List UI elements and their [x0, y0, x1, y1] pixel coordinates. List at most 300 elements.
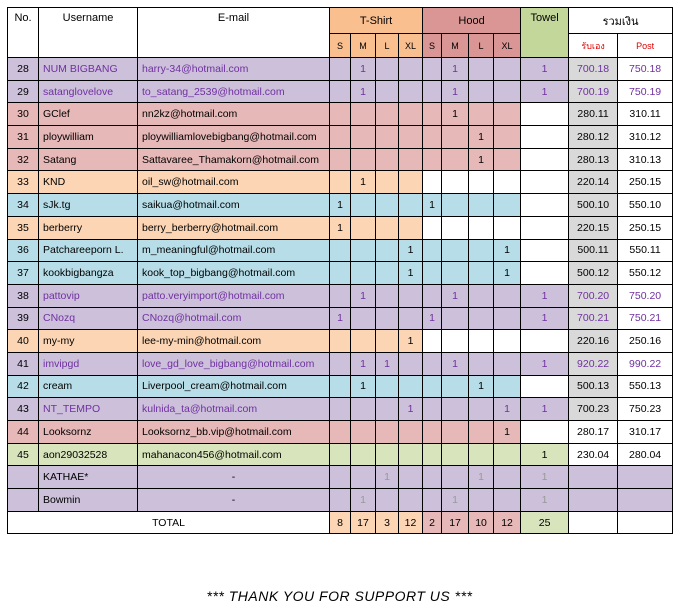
username: satanglovelove — [39, 80, 138, 103]
row-number: 37 — [8, 262, 39, 285]
hood-qty: 1 — [494, 421, 521, 444]
tshirt-size-xl: XL — [399, 34, 423, 58]
table-row[interactable] — [8, 307, 673, 330]
email: love_gd_love_bigbang@hotmail.com — [138, 352, 330, 375]
towel-qty: 1 — [521, 443, 569, 466]
tshirt-qty — [351, 330, 376, 353]
username: kookbigbangza — [39, 262, 138, 285]
hood-qty — [442, 307, 469, 330]
hood-qty — [469, 421, 494, 444]
hood-qty — [423, 398, 442, 421]
tshirt-qty — [376, 80, 399, 103]
row-number: 35 — [8, 216, 39, 239]
table-row[interactable] — [8, 421, 673, 444]
email: harry-34@hotmail.com — [138, 58, 330, 81]
tshirt-qty — [399, 489, 423, 512]
hood-qty — [494, 171, 521, 194]
pickup-amount: 920.22 — [569, 352, 618, 375]
header-tshirt: T-Shirt — [330, 8, 423, 34]
hood-qty — [423, 171, 442, 194]
tshirt-qty — [330, 284, 351, 307]
table-row[interactable] — [8, 171, 673, 194]
table-row[interactable] — [8, 194, 673, 217]
username: NT_TEMPO — [39, 398, 138, 421]
hood-size-s: S — [423, 34, 442, 58]
post-amount — [618, 489, 673, 512]
row-number: 38 — [8, 284, 39, 307]
thank-you-footer: *** THANK YOU FOR SUPPORT US *** — [206, 588, 473, 604]
tshirt-qty — [399, 126, 423, 149]
pickup-amount: 220.15 — [569, 216, 618, 239]
hood-qty — [494, 489, 521, 512]
header-email: E-mail — [138, 8, 330, 58]
tshirt-qty — [330, 398, 351, 421]
hood-qty — [423, 103, 442, 126]
pickup-amount: 500.11 — [569, 239, 618, 262]
hood-qty — [469, 307, 494, 330]
row-number: 33 — [8, 171, 39, 194]
hood-qty — [469, 398, 494, 421]
tshirt-qty — [330, 80, 351, 103]
hood-qty — [442, 239, 469, 262]
hood-qty — [469, 103, 494, 126]
post-amount: 750.20 — [618, 284, 673, 307]
pickup-amount: 280.13 — [569, 148, 618, 171]
post-amount: 750.23 — [618, 398, 673, 421]
username: ploywilliam — [39, 126, 138, 149]
tshirt-qty — [330, 58, 351, 81]
towel-qty — [521, 239, 569, 262]
table-row[interactable] — [8, 443, 673, 466]
table-row[interactable] — [8, 148, 673, 171]
towel-qty — [521, 194, 569, 217]
pickup-amount: 700.21 — [569, 307, 618, 330]
total-tshirt: 8 — [330, 511, 351, 534]
row-number: 41 — [8, 352, 39, 375]
hood-qty — [423, 58, 442, 81]
username: Patchareeporn L. — [39, 239, 138, 262]
towel-qty — [521, 375, 569, 398]
hood-qty: 1 — [469, 466, 494, 489]
hood-qty — [469, 239, 494, 262]
email: - — [138, 489, 330, 512]
row-number: 43 — [8, 398, 39, 421]
hood-qty — [469, 330, 494, 353]
hood-qty — [423, 421, 442, 444]
email: patto.veryimport@hotmail.com — [138, 284, 330, 307]
username: my-my — [39, 330, 138, 353]
email: kook_top_bigbang@hotmail.com — [138, 262, 330, 285]
header-towel: Towel — [521, 8, 569, 58]
post-amount: 310.17 — [618, 421, 673, 444]
tshirt-qty — [376, 375, 399, 398]
hood-qty — [494, 330, 521, 353]
username: pattovip — [39, 284, 138, 307]
username: NUM BIGBANG — [39, 58, 138, 81]
post-amount: 310.12 — [618, 126, 673, 149]
hood-size-l: L — [469, 34, 494, 58]
hood-qty: 1 — [423, 194, 442, 217]
email: kulnida_ta@hotmail.com — [138, 398, 330, 421]
tshirt-qty — [351, 421, 376, 444]
header-username: Username — [39, 8, 138, 58]
hood-qty — [423, 375, 442, 398]
tshirt-qty — [376, 307, 399, 330]
tshirt-qty — [330, 421, 351, 444]
hood-qty — [442, 375, 469, 398]
hood-qty — [494, 216, 521, 239]
tshirt-qty — [399, 421, 423, 444]
hood-qty — [442, 443, 469, 466]
tshirt-qty — [399, 443, 423, 466]
total-hood: 17 — [442, 511, 469, 534]
hood-qty — [469, 171, 494, 194]
tshirt-qty — [399, 148, 423, 171]
tshirt-size-l: L — [376, 34, 399, 58]
table-row[interactable] — [8, 330, 673, 353]
post-amount: 310.11 — [618, 103, 673, 126]
row-number: 30 — [8, 103, 39, 126]
pickup-amount: 500.13 — [569, 375, 618, 398]
hood-size-m: M — [442, 34, 469, 58]
tshirt-qty — [376, 103, 399, 126]
total-tshirt: 17 — [351, 511, 376, 534]
row-number: 32 — [8, 148, 39, 171]
post-amount: 250.15 — [618, 171, 673, 194]
row-number: 40 — [8, 330, 39, 353]
email: to_satang_2539@hotmail.com — [138, 80, 330, 103]
tshirt-qty — [330, 489, 351, 512]
tshirt-qty: 1 — [351, 58, 376, 81]
table-row[interactable] — [8, 58, 673, 81]
username: cream — [39, 375, 138, 398]
tshirt-qty — [351, 126, 376, 149]
tshirt-qty — [376, 398, 399, 421]
towel-qty — [521, 330, 569, 353]
tshirt-qty — [399, 80, 423, 103]
tshirt-qty — [376, 421, 399, 444]
hood-qty — [442, 216, 469, 239]
tshirt-qty: 1 — [351, 284, 376, 307]
username: Bowmin — [39, 489, 138, 512]
hood-qty — [423, 126, 442, 149]
pickup-amount: 230.04 — [569, 443, 618, 466]
email: lee-my-min@hotmail.com — [138, 330, 330, 353]
row-number: 44 — [8, 421, 39, 444]
header-no: No. — [8, 8, 39, 58]
post-amount: 250.16 — [618, 330, 673, 353]
post-amount: 550.10 — [618, 194, 673, 217]
row-number: 45 — [8, 443, 39, 466]
towel-qty: 1 — [521, 58, 569, 81]
pickup-amount: 700.19 — [569, 80, 618, 103]
tshirt-qty — [330, 262, 351, 285]
tshirt-qty: 1 — [399, 398, 423, 421]
hood-qty: 1 — [469, 148, 494, 171]
hood-qty — [494, 375, 521, 398]
tshirt-qty: 1 — [376, 466, 399, 489]
hood-qty — [469, 216, 494, 239]
username: imvipgd — [39, 352, 138, 375]
table-row[interactable] — [8, 216, 673, 239]
hood-qty — [423, 80, 442, 103]
username: KATHAE* — [39, 466, 138, 489]
tshirt-qty — [376, 330, 399, 353]
tshirt-qty — [330, 330, 351, 353]
tshirt-qty — [330, 239, 351, 262]
hood-qty — [423, 443, 442, 466]
tshirt-size-m: M — [351, 34, 376, 58]
table-row[interactable] — [8, 284, 673, 307]
tshirt-qty — [330, 375, 351, 398]
hood-qty — [469, 262, 494, 285]
hood-qty — [469, 58, 494, 81]
email: berry_berberry@hotmail.com — [138, 216, 330, 239]
hood-qty — [469, 80, 494, 103]
table-row[interactable] — [8, 489, 673, 512]
tshirt-qty: 1 — [330, 194, 351, 217]
hood-qty — [469, 194, 494, 217]
hood-qty — [423, 489, 442, 512]
towel-qty — [521, 262, 569, 285]
username: berberry — [39, 216, 138, 239]
towel-qty: 1 — [521, 489, 569, 512]
total-hood: 10 — [469, 511, 494, 534]
table-row[interactable] — [8, 80, 673, 103]
hood-qty — [423, 466, 442, 489]
tshirt-qty: 1 — [351, 80, 376, 103]
table-row[interactable] — [8, 262, 673, 285]
hood-qty — [442, 398, 469, 421]
tshirt-qty — [351, 443, 376, 466]
tshirt-qty: 1 — [399, 330, 423, 353]
tshirt-qty — [399, 216, 423, 239]
email: nn2kz@hotmail.com — [138, 103, 330, 126]
hood-qty — [494, 307, 521, 330]
row-number: 36 — [8, 239, 39, 262]
username: GClef — [39, 103, 138, 126]
total-tshirt: 12 — [399, 511, 423, 534]
tshirt-qty — [399, 58, 423, 81]
table-row[interactable] — [8, 352, 673, 375]
email: Sattavaree_Thamakorn@hotmail.com — [138, 148, 330, 171]
towel-qty — [521, 171, 569, 194]
tshirt-qty — [351, 103, 376, 126]
towel-qty: 1 — [521, 284, 569, 307]
email: - — [138, 466, 330, 489]
tshirt-qty — [351, 216, 376, 239]
header-hood: Hood — [423, 8, 521, 34]
table-row[interactable] — [8, 103, 673, 126]
hood-qty: 1 — [442, 284, 469, 307]
email: oil_sw@hotmail.com — [138, 171, 330, 194]
hood-qty — [494, 194, 521, 217]
tshirt-qty — [330, 443, 351, 466]
hood-qty — [469, 489, 494, 512]
table-row[interactable] — [8, 398, 673, 421]
hood-qty: 1 — [442, 103, 469, 126]
tshirt-qty — [376, 58, 399, 81]
tshirt-qty — [330, 103, 351, 126]
hood-qty — [442, 466, 469, 489]
row-number: 28 — [8, 58, 39, 81]
email: ploywilliamlovebigbang@hotmail.com — [138, 126, 330, 149]
total-pickup — [569, 511, 618, 534]
hood-qty: 1 — [469, 126, 494, 149]
tshirt-qty — [351, 194, 376, 217]
pickup-amount: 280.11 — [569, 103, 618, 126]
hood-qty — [442, 330, 469, 353]
username: Satang — [39, 148, 138, 171]
header-pickup: รับเอง — [569, 34, 618, 58]
hood-qty — [423, 330, 442, 353]
hood-qty — [494, 466, 521, 489]
tshirt-qty — [399, 194, 423, 217]
hood-qty — [423, 262, 442, 285]
hood-qty — [423, 216, 442, 239]
username: aon29032528 — [39, 443, 138, 466]
tshirt-qty — [351, 466, 376, 489]
tshirt-qty — [376, 126, 399, 149]
hood-qty — [423, 239, 442, 262]
post-amount: 990.22 — [618, 352, 673, 375]
tshirt-qty — [376, 443, 399, 466]
hood-qty: 1 — [423, 307, 442, 330]
hood-qty — [494, 148, 521, 171]
hood-qty — [442, 126, 469, 149]
email: saikua@hotmail.com — [138, 194, 330, 217]
table-row[interactable] — [8, 239, 673, 262]
post-amount: 280.04 — [618, 443, 673, 466]
tshirt-qty: 1 — [399, 239, 423, 262]
tshirt-qty — [399, 352, 423, 375]
hood-qty: 1 — [469, 375, 494, 398]
hood-qty — [423, 148, 442, 171]
hood-qty: 1 — [494, 398, 521, 421]
pickup-amount: 500.12 — [569, 262, 618, 285]
hood-qty — [442, 194, 469, 217]
tshirt-qty — [399, 284, 423, 307]
pickup-amount: 220.14 — [569, 171, 618, 194]
row-number — [8, 489, 39, 512]
post-amount: 550.11 — [618, 239, 673, 262]
tshirt-qty: 1 — [330, 216, 351, 239]
tshirt-qty: 1 — [351, 352, 376, 375]
pickup-amount: 500.10 — [569, 194, 618, 217]
hood-qty — [442, 148, 469, 171]
tshirt-qty — [330, 148, 351, 171]
tshirt-qty: 1 — [399, 262, 423, 285]
tshirt-qty — [376, 262, 399, 285]
tshirt-qty — [351, 398, 376, 421]
towel-qty — [521, 126, 569, 149]
pickup-amount — [569, 466, 618, 489]
tshirt-qty — [399, 307, 423, 330]
hood-qty — [494, 352, 521, 375]
hood-qty — [469, 352, 494, 375]
towel-qty — [521, 421, 569, 444]
hood-qty — [494, 80, 521, 103]
post-amount: 750.19 — [618, 80, 673, 103]
tshirt-qty — [330, 352, 351, 375]
header-post: Post — [618, 34, 673, 58]
tshirt-qty: 1 — [351, 375, 376, 398]
table-row[interactable] — [8, 466, 673, 489]
pickup-amount: 700.18 — [569, 58, 618, 81]
row-number: 42 — [8, 375, 39, 398]
email: Liverpool_cream@hotmail.com — [138, 375, 330, 398]
tshirt-qty — [376, 239, 399, 262]
post-amount: 550.12 — [618, 262, 673, 285]
username: CNozq — [39, 307, 138, 330]
tshirt-qty — [376, 194, 399, 217]
total-label: TOTAL — [8, 511, 330, 534]
total-hood: 12 — [494, 511, 521, 534]
header-total-money: รวมเงิน — [569, 8, 673, 34]
hood-size-xl: XL — [494, 34, 521, 58]
username: Looksornz — [39, 421, 138, 444]
hood-qty — [494, 443, 521, 466]
table-row[interactable] — [8, 375, 673, 398]
hood-qty: 1 — [442, 352, 469, 375]
hood-qty — [423, 284, 442, 307]
hood-qty — [469, 443, 494, 466]
email: m_meaningful@hotmail.com — [138, 239, 330, 262]
tshirt-qty — [376, 148, 399, 171]
order-table — [7, 7, 673, 534]
username: KND — [39, 171, 138, 194]
tshirt-qty — [399, 466, 423, 489]
tshirt-qty — [399, 103, 423, 126]
hood-qty — [442, 171, 469, 194]
email: CNozq@hotmail.com — [138, 307, 330, 330]
total-row — [8, 511, 673, 534]
hood-qty — [442, 262, 469, 285]
total-post — [618, 511, 673, 534]
row-number — [8, 466, 39, 489]
tshirt-qty — [330, 126, 351, 149]
tshirt-qty — [330, 171, 351, 194]
tshirt-qty — [351, 239, 376, 262]
tshirt-qty — [399, 375, 423, 398]
row-number: 31 — [8, 126, 39, 149]
email: mahanacon456@hotmail.com — [138, 443, 330, 466]
tshirt-qty — [376, 489, 399, 512]
tshirt-qty — [376, 171, 399, 194]
hood-qty — [423, 352, 442, 375]
table-row[interactable] — [8, 126, 673, 149]
tshirt-qty: 1 — [351, 171, 376, 194]
pickup-amount: 280.17 — [569, 421, 618, 444]
hood-qty — [494, 126, 521, 149]
pickup-amount: 700.23 — [569, 398, 618, 421]
post-amount: 550.13 — [618, 375, 673, 398]
row-number: 34 — [8, 194, 39, 217]
total-hood: 2 — [423, 511, 442, 534]
tshirt-qty — [376, 284, 399, 307]
hood-qty — [442, 421, 469, 444]
pickup-amount: 280.12 — [569, 126, 618, 149]
hood-qty: 1 — [442, 80, 469, 103]
hood-qty — [494, 58, 521, 81]
hood-qty — [494, 103, 521, 126]
post-amount: 750.21 — [618, 307, 673, 330]
row-number: 39 — [8, 307, 39, 330]
hood-qty: 1 — [442, 489, 469, 512]
hood-qty — [494, 284, 521, 307]
tshirt-qty — [351, 307, 376, 330]
pickup-amount — [569, 489, 618, 512]
